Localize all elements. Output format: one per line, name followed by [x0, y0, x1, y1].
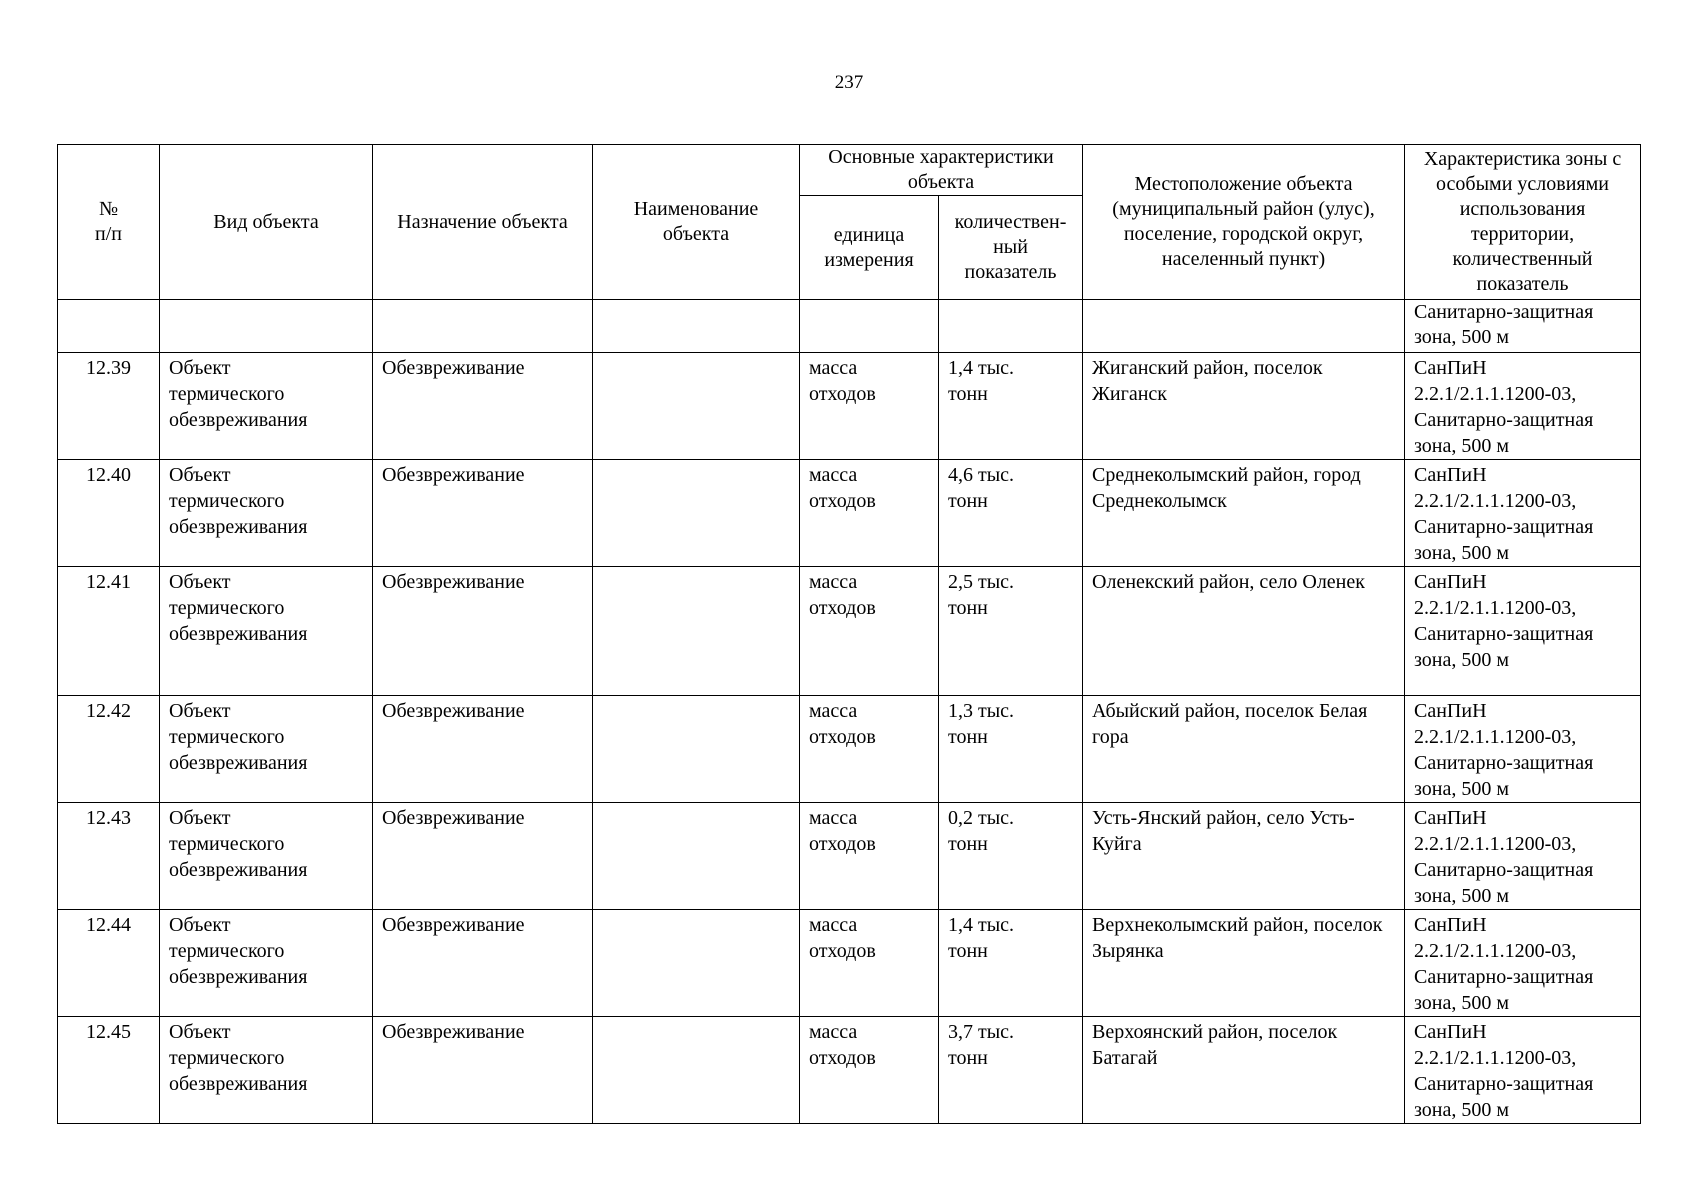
- header-location: Местоположение объекта (муниципальный район (улус), поселение, городской округ, населенный пункт): [1083, 145, 1405, 300]
- page-number: 237: [834, 72, 864, 93]
- header-num: № п/п: [58, 145, 160, 300]
- cell-num: 12.45: [58, 1017, 160, 1124]
- cell-type: Объект термического обезвреживания: [160, 910, 373, 1017]
- header-purpose: Назначение объекта: [373, 145, 593, 300]
- cell-location: Верхоянский район, поселок Батагай: [1083, 1017, 1405, 1124]
- table-row: [58, 1017, 1641, 1124]
- cell-qty: 3,7 тыс. тонн: [939, 1017, 1083, 1124]
- cell-unit: масса отходов: [800, 803, 939, 910]
- table-row: [58, 460, 1641, 567]
- cell-name: [593, 803, 800, 910]
- cell-zone: СанПиН 2.2.1/2.1.1.1200-03, Санитарно-защитная зона, 500 м: [1405, 910, 1641, 1017]
- header-zone: Характеристика зоны с особыми условиями использования территории, количественный показатель: [1405, 145, 1641, 300]
- table-row: [58, 696, 1641, 803]
- cell-location: Оленекский район, село Оленек: [1083, 567, 1405, 696]
- cell-type: Объект термического обезвреживания: [160, 1017, 373, 1124]
- table-row: [58, 803, 1641, 910]
- header-name: Наименование объекта: [593, 145, 800, 300]
- cell-num: 12.43: [58, 803, 160, 910]
- table-body: [58, 300, 1641, 1124]
- cell-zone: СанПиН 2.2.1/2.1.1.1200-03, Санитарно-защитная зона, 500 м: [1405, 567, 1641, 696]
- cell-zone: СанПиН 2.2.1/2.1.1.1200-03, Санитарно-защитная зона, 500 м: [1405, 460, 1641, 567]
- cell-type: Объект термического обезвреживания: [160, 460, 373, 567]
- table-row: [58, 567, 1641, 696]
- cell-name: [593, 696, 800, 803]
- cell-name: [593, 300, 800, 353]
- cell-type: [160, 300, 373, 353]
- cell-zone: Санитарно-защитная зона, 500 м: [1405, 300, 1641, 353]
- cell-num: [58, 300, 160, 353]
- cell-type: Объект термического обезвреживания: [160, 803, 373, 910]
- cell-type: Объект термического обезвреживания: [160, 567, 373, 696]
- cell-unit: масса отходов: [800, 1017, 939, 1124]
- cell-unit: масса отходов: [800, 460, 939, 567]
- cell-purpose: Обезвреживание: [373, 460, 593, 567]
- cell-location: Усть-Янский район, село Усть-Куйга: [1083, 803, 1405, 910]
- cell-num: 12.40: [58, 460, 160, 567]
- cell-unit: масса отходов: [800, 353, 939, 460]
- header-type: Вид объекта: [160, 145, 373, 300]
- cell-qty: 2,5 тыс. тонн: [939, 567, 1083, 696]
- cell-name: [593, 910, 800, 1017]
- header-main-characteristics: Основные характеристики объекта: [800, 145, 1083, 196]
- cell-name: [593, 567, 800, 696]
- cell-num: 12.42: [58, 696, 160, 803]
- cell-name: [593, 1017, 800, 1124]
- cell-num: 12.44: [58, 910, 160, 1017]
- cell-location: Жиганский район, поселок Жиганск: [1083, 353, 1405, 460]
- cell-location: Абыйский район, поселок Белая гора: [1083, 696, 1405, 803]
- table-row-continuation: [58, 300, 1641, 353]
- cell-unit: масса отходов: [800, 910, 939, 1017]
- cell-qty: 1,4 тыс. тонн: [939, 353, 1083, 460]
- cell-purpose: Обезвреживание: [373, 1017, 593, 1124]
- objects-table: [57, 144, 1641, 1124]
- header-qty: количествен- ный показатель: [939, 196, 1083, 300]
- cell-unit: масса отходов: [800, 696, 939, 803]
- cell-purpose: Обезвреживание: [373, 567, 593, 696]
- cell-type: Объект термического обезвреживания: [160, 696, 373, 803]
- cell-zone: СанПиН 2.2.1/2.1.1.1200-03, Санитарно-защитная зона, 500 м: [1405, 696, 1641, 803]
- cell-purpose: [373, 300, 593, 353]
- cell-qty: 1,3 тыс. тонн: [939, 696, 1083, 803]
- cell-num: 12.41: [58, 567, 160, 696]
- cell-location: [1083, 300, 1405, 353]
- cell-zone: СанПиН 2.2.1/2.1.1.1200-03, Санитарно-защитная зона, 500 м: [1405, 1017, 1641, 1124]
- header-unit: единица измерения: [800, 196, 939, 300]
- cell-num: 12.39: [58, 353, 160, 460]
- cell-unit: масса отходов: [800, 567, 939, 696]
- table-row: [58, 353, 1641, 460]
- cell-purpose: Обезвреживание: [373, 910, 593, 1017]
- cell-qty: [939, 300, 1083, 353]
- cell-zone: СанПиН 2.2.1/2.1.1.1200-03, Санитарно-защитная зона, 500 м: [1405, 803, 1641, 910]
- cell-type: Объект термического обезвреживания: [160, 353, 373, 460]
- cell-purpose: Обезвреживание: [373, 353, 593, 460]
- cell-qty: 1,4 тыс. тонн: [939, 910, 1083, 1017]
- table-header: [58, 145, 1641, 300]
- cell-location: Верхнеколымский район, поселок Зырянка: [1083, 910, 1405, 1017]
- cell-name: [593, 353, 800, 460]
- cell-unit: [800, 300, 939, 353]
- cell-qty: 0,2 тыс. тонн: [939, 803, 1083, 910]
- table-row: [58, 910, 1641, 1017]
- cell-zone: СанПиН 2.2.1/2.1.1.1200-03, Санитарно-защитная зона, 500 м: [1405, 353, 1641, 460]
- cell-name: [593, 460, 800, 567]
- cell-qty: 4,6 тыс. тонн: [939, 460, 1083, 567]
- cell-purpose: Обезвреживание: [373, 696, 593, 803]
- cell-location: Среднеколымский район, город Среднеколымск: [1083, 460, 1405, 567]
- cell-purpose: Обезвреживание: [373, 803, 593, 910]
